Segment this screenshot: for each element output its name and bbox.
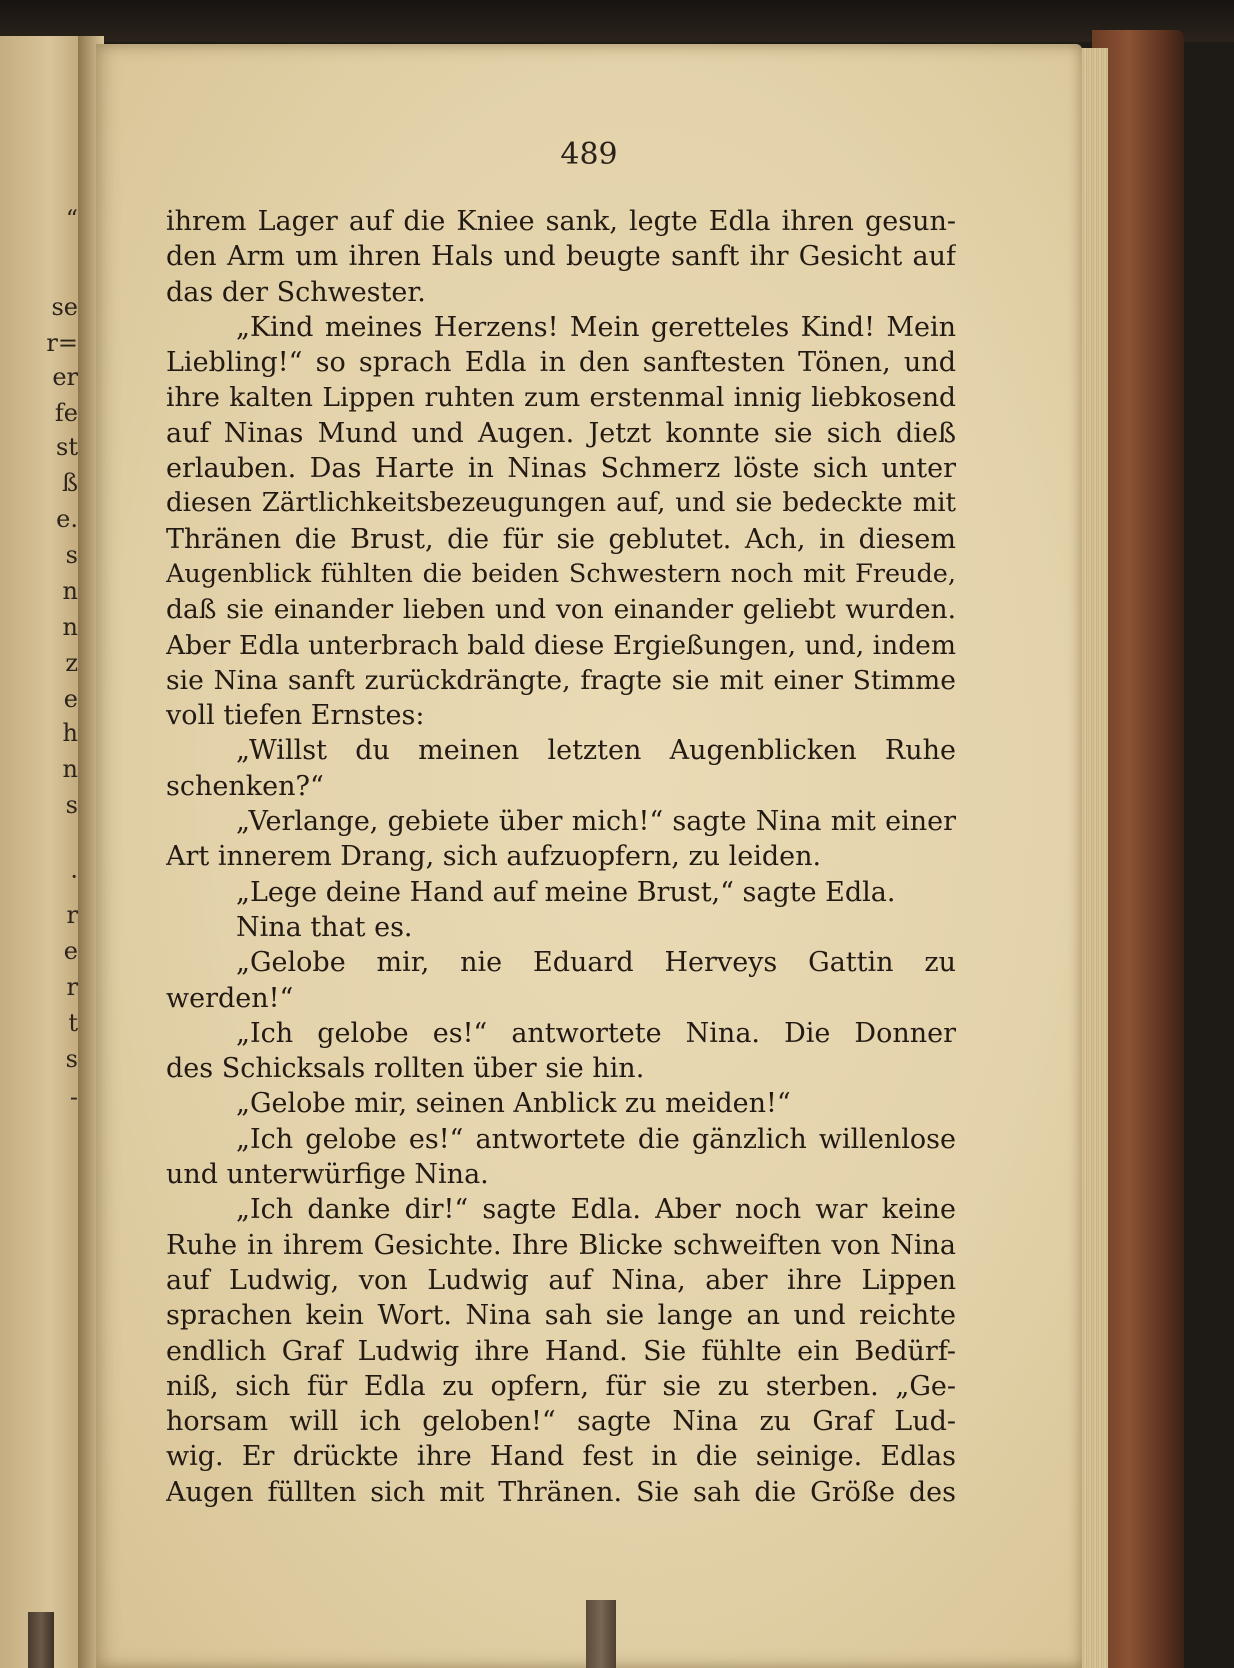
- prev-line-ending: r: [66, 904, 78, 926]
- text-line: werden!“: [166, 982, 294, 1014]
- prev-line-ending: er: [52, 366, 78, 388]
- prev-line-ending: s: [65, 1048, 78, 1070]
- prev-line-ending: e.: [56, 508, 78, 530]
- text-line: auf Ninas Mund und Augen. Jetzt konnte sie sich dieß: [166, 417, 956, 449]
- text-line: den Arm um ihren Hals und beugte sanft ihr Gesicht auf: [166, 241, 956, 273]
- text-line: ihrem Lager auf die Kniee sank, legte Edla ihren gesun-: [166, 206, 956, 237]
- page-number: 489: [560, 137, 618, 172]
- prev-line-ending: -: [69, 1086, 78, 1108]
- text-line: Augen füllten sich mit Thränen. Sie sah die Größe des: [166, 1476, 956, 1508]
- prev-line-ending: st: [56, 436, 78, 458]
- text-line: daß sie einander lieben und von einander geliebt wurden.: [166, 594, 956, 626]
- text-line: des Schicksals rollten über sie hin.: [166, 1053, 645, 1085]
- prev-line-ending: n: [62, 580, 78, 602]
- text-line: sprachen kein Wort. Nina sah sie lange an und reichte: [166, 1300, 956, 1332]
- ribbon-bookmark: [28, 1612, 54, 1668]
- book-page: [96, 44, 1082, 1668]
- text-line: „Kind meines Herzens! Mein geretteles Kind! Mein: [236, 311, 956, 343]
- text-line: „Ich gelobe es!“ antwortete die gänzlich willenlose: [236, 1123, 956, 1155]
- text-line: „Gelobe mir, seinen Anblick zu meiden!“: [236, 1088, 791, 1120]
- prev-line-ending: “: [65, 208, 78, 230]
- prev-line-ending: ·: [70, 866, 78, 888]
- prev-line-ending: e: [63, 688, 78, 710]
- text-line: das der Schwester.: [166, 276, 426, 308]
- text-line: Ruhe in ihrem Gesichte. Ihre Blicke schweiften von Nina: [166, 1229, 956, 1261]
- prev-line-ending: se: [51, 296, 78, 318]
- text-line: „Ich gelobe es!“ antwortete Nina. Die Donner: [236, 1017, 956, 1049]
- text-line: schenken?“: [166, 770, 324, 802]
- text-line: wig. Er drückte ihre Hand fest in die seinige. Edlas: [166, 1441, 956, 1473]
- text-line: „Lege deine Hand auf meine Brust,“ sagte Edla.: [236, 876, 896, 908]
- text-line: Nina that es.: [236, 911, 413, 943]
- text-line: diesen Zärtlichkeitsbezeugungen auf, und sie bedeckte mit: [166, 488, 956, 519]
- text-line: endlich Graf Ludwig ihre Hand. Sie fühlte ein Bedürf-: [166, 1335, 956, 1367]
- text-line: „Ich danke dir!“ sagte Edla. Aber noch war keine: [236, 1194, 956, 1226]
- text-line: Aber Edla unterbrach bald diese Ergießungen, und, indem: [166, 629, 956, 661]
- ribbon-bookmark: [586, 1600, 616, 1668]
- text-line: „Verlange, gebiete über mich!“ sagte Nina mit einer: [236, 806, 956, 838]
- prev-line-ending: h: [62, 722, 78, 744]
- prev-line-ending: s: [65, 794, 78, 816]
- prev-line-ending: n: [62, 758, 78, 780]
- text-line: „Gelobe mir, nie Eduard Herveys Gattin zu: [236, 947, 956, 979]
- prev-line-ending: r=: [46, 332, 78, 354]
- text-line: ihre kalten Lippen ruhten zum erstenmal innig liebkosend: [166, 382, 956, 414]
- text-line: horsam will ich geloben!“ sagte Nina zu Graf Lud-: [166, 1406, 956, 1438]
- prev-line-ending: s: [65, 544, 78, 566]
- dark-background: [0, 0, 1234, 42]
- prev-line-ending: r: [66, 976, 78, 998]
- prev-line-ending: fe: [54, 402, 78, 424]
- prev-line-ending: ß: [61, 472, 78, 494]
- text-line: Liebling!“ so sprach Edla in den sanftesten Tönen, und: [166, 347, 956, 379]
- prev-line-ending: t: [68, 1012, 78, 1034]
- text-line: auf Ludwig, von Ludwig auf Nina, aber ihre Lippen: [166, 1264, 956, 1296]
- prev-line-ending: n: [62, 616, 78, 638]
- prev-line-ending: z: [65, 652, 78, 674]
- body-text: [166, 204, 956, 1510]
- text-line: „Willst du meinen letzten Augenblicken Ruhe: [236, 735, 956, 767]
- text-line: voll tiefen Ernstes:: [166, 700, 425, 732]
- text-line: Thränen die Brust, die für sie geblutet. Ach, in diesem: [166, 523, 956, 555]
- text-line: erlauben. Das Harte in Ninas Schmerz löste sich unter: [166, 453, 956, 485]
- text-line: niß, sich für Edla zu opfern, für sie zu sterben. „Ge-: [166, 1370, 956, 1402]
- text-line: sie Nina sanft zurückdrängte, fragte sie mit einer Stimme: [166, 664, 956, 696]
- text-line: Art innerem Drang, sich aufzuopfern, zu leiden.: [166, 841, 822, 873]
- text-line: und unterwürfige Nina.: [166, 1159, 489, 1191]
- prev-line-ending: e: [63, 940, 78, 962]
- text-line: Augenblick fühlten die beiden Schwestern noch mit Freude,: [166, 558, 956, 589]
